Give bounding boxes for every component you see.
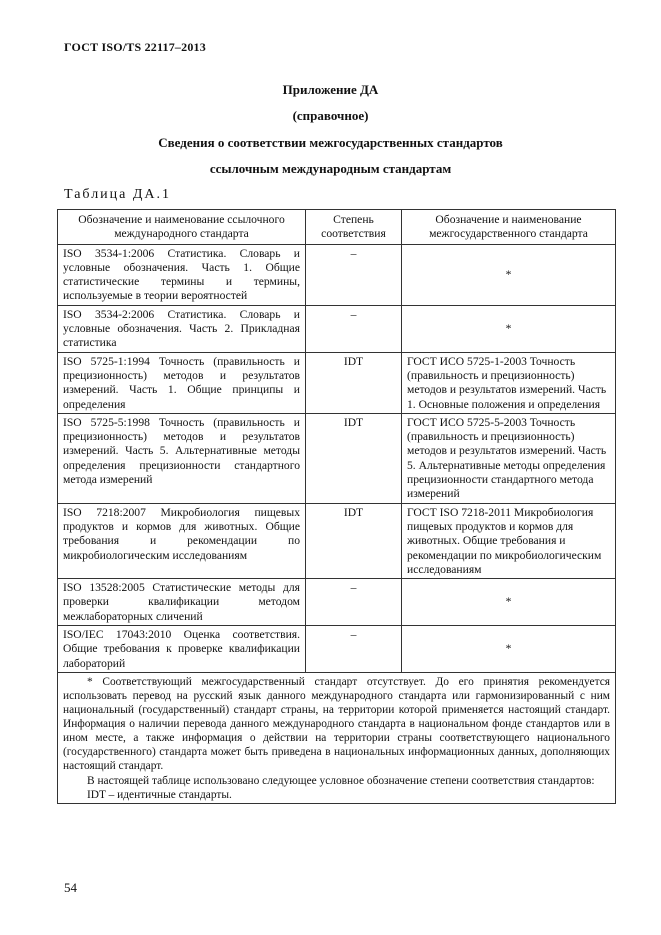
interstate-standard-cell: ГОСТ ISO 7218-2011 Микробиология пищевых продуктов и кормов для животных. Общие требования и рекомендации по микробиологическим исследованиям: [402, 503, 616, 578]
legend-item-text: IDT – идентичные стандарты.: [87, 788, 232, 801]
column-header-degree: Степень соответствия: [306, 210, 402, 245]
appendix-title: Приложение ДА: [282, 82, 379, 97]
degree-cell: IDT: [306, 503, 402, 578]
table-row: [58, 626, 616, 673]
interstate-standard-cell: *: [402, 305, 616, 352]
interstate-standard-cell: ГОСТ ИСО 5725-1-2003 Точность (правильность и прецизионность) методов и результатов измерений. Часть 1. Основные положения и определения: [402, 352, 616, 413]
intl-standard-cell: ISO 5725-1:1994 Точность (правильность и прецизионность) методов и результатов измерений. Часть 1. Общие принципы и определения: [58, 352, 306, 413]
table-row: [58, 503, 616, 578]
table-row: [58, 352, 616, 413]
table-header-row: [58, 210, 616, 245]
intl-standard-cell: ISO 5725-5:1998 Точность (правильность и прецизионность) методов и результатов измерений. Часть 5. Альтернативные методы определения прецизионности стандартного метода измерений: [58, 413, 306, 503]
appendix-subtitle: (справочное): [292, 108, 369, 123]
interstate-standard-cell: *: [402, 244, 616, 305]
degree-cell: –: [306, 305, 402, 352]
intl-standard-cell: ISO 7218:2007 Микробиология пищевых продуктов и кормов для животных. Общие требования и рекомендации по микробиологическим исследованиям: [58, 503, 306, 578]
intl-standard-cell: ISO 3534-1:2006 Статистика. Словарь и условные обозначения. Часть 1. Общие статистические термины и термины, используемые в теории вероятностей: [58, 244, 306, 305]
intl-standard-cell: ISO 13528:2005 Статистические методы для проверки квалификации методом межлабораторных сличений: [58, 579, 306, 626]
intl-standard-cell: ISO/IEC 17043:2010 Оценка соответствия. Общие требования к проверке квалификации лабораторий: [58, 626, 306, 673]
footnote-text: * Соответствующий межгосударственный стандарт отсутствует. До его принятия рекомендуется использовать перевод на русский язык данного международного стандарта или гармонизированный с ним национальный (государственный) стандарт страны, на территории которой применяется настоящий стандарт. Информация о наличии перевода данного международного стандарта в национальном фонде стандартов или в ином месте, а также информация о действии на территории страны соответствующего национального (государственного) стандарта может быть приведена в национальных информационных данных, дополняющих настоящий стандарт.: [63, 675, 610, 773]
appendix-heading-line-1: Сведения о соответствии межгосударственных стандартов: [158, 135, 503, 150]
appendix-heading-line-2: ссылочным международным стандартам: [209, 161, 452, 176]
column-header-interstate: Обозначение и наименование межгосударственного стандарта: [402, 210, 616, 245]
table-row: [58, 305, 616, 352]
table-row: [58, 579, 616, 626]
table-footnote-cell: [58, 672, 616, 803]
degree-cell: –: [306, 244, 402, 305]
degree-cell: IDT: [306, 352, 402, 413]
interstate-standard-cell: ГОСТ ИСО 5725-5-2003 Точность (правильность и прецизионность) методов и результатов измерений. Часть 5. Альтернативные методы определения прецизионности стандартного метода измерений: [402, 413, 616, 503]
table-row: [58, 413, 616, 503]
degree-cell: IDT: [306, 413, 402, 503]
document-header: ГОСТ ISO/TS 22117–2013: [64, 40, 206, 54]
table-footnote-row: [58, 672, 616, 803]
table-name: Таблица ДА.1: [64, 187, 172, 202]
degree-cell: –: [306, 626, 402, 673]
legend-intro-text: В настоящей таблице использовано следующее условное обозначение степени соответствия стандартов:: [87, 774, 595, 787]
degree-cell: –: [306, 579, 402, 626]
interstate-standard-cell: *: [402, 579, 616, 626]
table-row: [58, 244, 616, 305]
page-number: 54: [64, 880, 77, 895]
correspondence-table: [57, 209, 616, 804]
interstate-standard-cell: *: [402, 626, 616, 673]
intl-standard-cell: ISO 3534-2:2006 Статистика. Словарь и условные обозначения. Часть 2. Прикладная статистика: [58, 305, 306, 352]
column-header-intl: Обозначение и наименование ссылочного международного стандарта: [58, 210, 306, 245]
